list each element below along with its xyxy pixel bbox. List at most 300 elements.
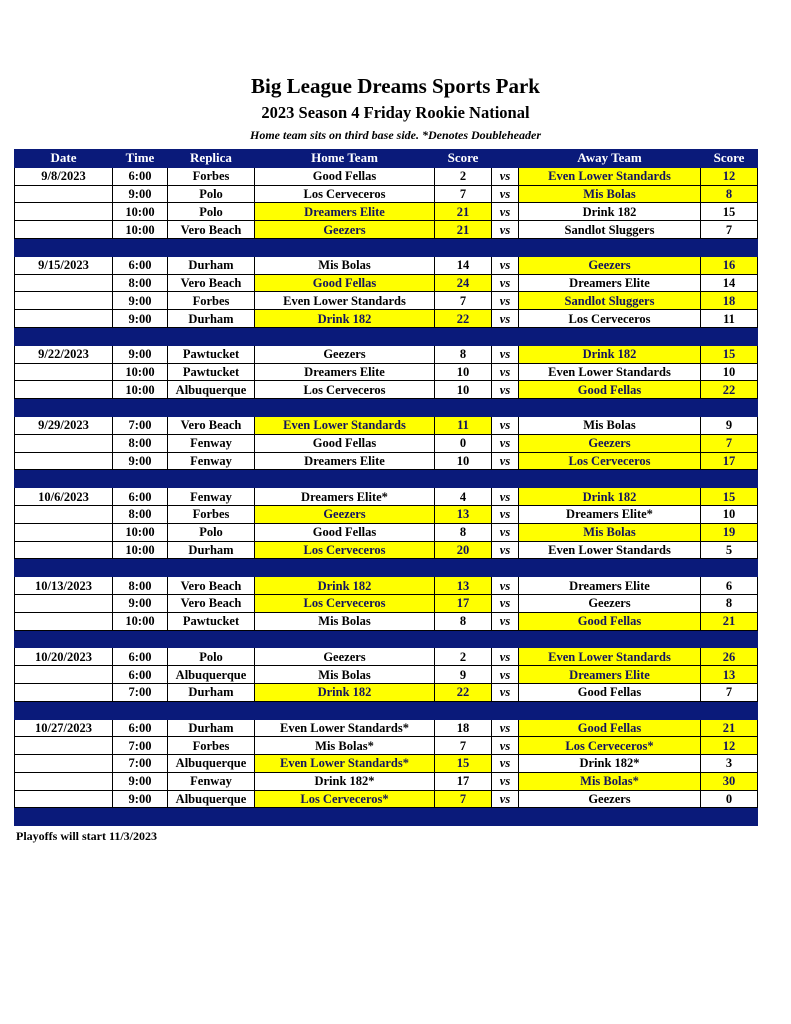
- away-score-cell: 8: [701, 594, 758, 612]
- separator-cell: [492, 238, 519, 256]
- home-team-cell: Drink 182: [255, 310, 435, 328]
- replica-cell: Polo: [168, 203, 255, 221]
- separator-cell: [113, 470, 168, 488]
- separator-cell: [255, 238, 435, 256]
- time-cell: 7:00: [113, 416, 168, 434]
- home-score-cell: 10: [435, 381, 492, 399]
- separator-cell: [435, 630, 492, 648]
- table-row: [15, 167, 758, 185]
- away-team-cell: Mis Bolas: [519, 523, 701, 541]
- replica-cell: Vero Beach: [168, 274, 255, 292]
- home-score-cell: 8: [435, 345, 492, 363]
- away-score-cell: 7: [701, 434, 758, 452]
- date-cell: [15, 434, 113, 452]
- separator-cell: [15, 470, 113, 488]
- date-cell: [15, 594, 113, 612]
- separator-cell: [15, 630, 113, 648]
- week-separator-row: [15, 399, 758, 417]
- separator-cell: [701, 470, 758, 488]
- home-score-cell: 10: [435, 452, 492, 470]
- away-team-cell: Geezers: [519, 434, 701, 452]
- table-row: [15, 363, 758, 381]
- table-row: [15, 221, 758, 239]
- separator-cell: [15, 559, 113, 577]
- date-cell: [15, 612, 113, 630]
- vs-cell: vs: [492, 203, 519, 221]
- separator-cell: [519, 701, 701, 719]
- away-score-cell: 26: [701, 648, 758, 666]
- schedule-table: [14, 149, 758, 826]
- away-team-cell: Los Cerveceros*: [519, 737, 701, 755]
- time-cell: 10:00: [113, 203, 168, 221]
- replica-cell: Durham: [168, 541, 255, 559]
- header-away-team: Away Team: [519, 150, 701, 168]
- separator-cell: [255, 559, 435, 577]
- date-cell: [15, 683, 113, 701]
- date-cell: [15, 185, 113, 203]
- time-cell: 9:00: [113, 452, 168, 470]
- home-team-cell: Good Fellas: [255, 523, 435, 541]
- home-team-cell: Good Fellas: [255, 274, 435, 292]
- table-row: [15, 719, 758, 737]
- date-cell: [15, 452, 113, 470]
- replica-cell: Forbes: [168, 505, 255, 523]
- separator-cell: [519, 327, 701, 345]
- replica-cell: Durham: [168, 683, 255, 701]
- separator-cell: [113, 701, 168, 719]
- away-score-cell: 5: [701, 541, 758, 559]
- date-cell: [15, 292, 113, 310]
- home-team-cell: Mis Bolas: [255, 256, 435, 274]
- home-team-cell: Drink 182*: [255, 772, 435, 790]
- header-date: Date: [15, 150, 113, 168]
- week-separator-row: [15, 559, 758, 577]
- away-score-cell: 22: [701, 381, 758, 399]
- away-team-cell: Drink 182: [519, 488, 701, 506]
- home-team-cell: Los Cerveceros: [255, 381, 435, 399]
- home-team-cell: Even Lower Standards: [255, 416, 435, 434]
- home-team-cell: Los Cerveceros*: [255, 790, 435, 808]
- away-score-cell: 3: [701, 755, 758, 773]
- home-team-cell: Los Cerveceros: [255, 185, 435, 203]
- home-team-cell: Mis Bolas*: [255, 737, 435, 755]
- away-team-cell: Geezers: [519, 790, 701, 808]
- time-cell: 10:00: [113, 523, 168, 541]
- vs-cell: vs: [492, 683, 519, 701]
- home-score-cell: 2: [435, 167, 492, 185]
- away-team-cell: Mis Bolas*: [519, 772, 701, 790]
- separator-cell: [435, 808, 492, 826]
- separator-cell: [435, 238, 492, 256]
- separator-cell: [701, 399, 758, 417]
- home-team-cell: Dreamers Elite: [255, 452, 435, 470]
- table-row: [15, 523, 758, 541]
- vs-cell: vs: [492, 755, 519, 773]
- separator-cell: [519, 559, 701, 577]
- table-row: [15, 452, 758, 470]
- home-score-cell: 9: [435, 666, 492, 684]
- time-cell: 10:00: [113, 612, 168, 630]
- date-cell: 10/20/2023: [15, 648, 113, 666]
- replica-cell: Fenway: [168, 772, 255, 790]
- away-team-cell: Even Lower Standards: [519, 363, 701, 381]
- date-cell: 10/13/2023: [15, 577, 113, 595]
- date-cell: [15, 790, 113, 808]
- separator-cell: [15, 238, 113, 256]
- away-score-cell: 30: [701, 772, 758, 790]
- replica-cell: Pawtucket: [168, 363, 255, 381]
- home-team-cell: Even Lower Standards*: [255, 719, 435, 737]
- table-row: [15, 292, 758, 310]
- separator-cell: [435, 470, 492, 488]
- table-row: [15, 505, 758, 523]
- home-score-cell: 14: [435, 256, 492, 274]
- separator-cell: [15, 701, 113, 719]
- replica-cell: Forbes: [168, 292, 255, 310]
- away-team-cell: Even Lower Standards: [519, 648, 701, 666]
- away-team-cell: Sandlot Sluggers: [519, 292, 701, 310]
- vs-cell: vs: [492, 719, 519, 737]
- separator-cell: [701, 630, 758, 648]
- header-home-score: Score: [435, 150, 492, 168]
- time-cell: 9:00: [113, 345, 168, 363]
- separator-cell: [168, 630, 255, 648]
- away-team-cell: Dreamers Elite: [519, 577, 701, 595]
- vs-cell: vs: [492, 488, 519, 506]
- time-cell: 9:00: [113, 594, 168, 612]
- vs-cell: vs: [492, 523, 519, 541]
- separator-cell: [168, 470, 255, 488]
- header-home-team: Home Team: [255, 150, 435, 168]
- vs-cell: vs: [492, 772, 519, 790]
- separator-cell: [492, 701, 519, 719]
- separator-cell: [113, 808, 168, 826]
- home-score-cell: 21: [435, 221, 492, 239]
- replica-cell: Vero Beach: [168, 221, 255, 239]
- vs-cell: vs: [492, 666, 519, 684]
- time-cell: 8:00: [113, 577, 168, 595]
- table-row: [15, 737, 758, 755]
- vs-cell: vs: [492, 363, 519, 381]
- vs-cell: vs: [492, 505, 519, 523]
- time-cell: 6:00: [113, 666, 168, 684]
- table-row: [15, 310, 758, 328]
- home-team-cell: Los Cerveceros: [255, 594, 435, 612]
- away-score-cell: 15: [701, 488, 758, 506]
- date-cell: [15, 755, 113, 773]
- away-team-cell: Mis Bolas: [519, 416, 701, 434]
- separator-cell: [113, 559, 168, 577]
- table-row: [15, 612, 758, 630]
- away-score-cell: 15: [701, 203, 758, 221]
- away-score-cell: 14: [701, 274, 758, 292]
- time-cell: 8:00: [113, 434, 168, 452]
- away-team-cell: Good Fellas: [519, 683, 701, 701]
- separator-cell: [435, 559, 492, 577]
- home-score-cell: 22: [435, 683, 492, 701]
- home-score-cell: 8: [435, 612, 492, 630]
- table-row: [15, 416, 758, 434]
- table-row: [15, 434, 758, 452]
- away-score-cell: 11: [701, 310, 758, 328]
- separator-cell: [255, 630, 435, 648]
- vs-cell: vs: [492, 612, 519, 630]
- replica-cell: Albuquerque: [168, 755, 255, 773]
- time-cell: 6:00: [113, 488, 168, 506]
- vs-cell: vs: [492, 790, 519, 808]
- vs-cell: vs: [492, 310, 519, 328]
- away-score-cell: 0: [701, 790, 758, 808]
- separator-cell: [435, 399, 492, 417]
- replica-cell: Polo: [168, 523, 255, 541]
- home-team-cell: Even Lower Standards: [255, 292, 435, 310]
- away-score-cell: 9: [701, 416, 758, 434]
- separator-cell: [15, 399, 113, 417]
- separator-cell: [519, 238, 701, 256]
- away-score-cell: 15: [701, 345, 758, 363]
- table-row: [15, 274, 758, 292]
- away-score-cell: 16: [701, 256, 758, 274]
- away-team-cell: Even Lower Standards: [519, 541, 701, 559]
- replica-cell: Vero Beach: [168, 416, 255, 434]
- date-cell: [15, 505, 113, 523]
- table-row: [15, 541, 758, 559]
- separator-cell: [492, 808, 519, 826]
- table-row: [15, 594, 758, 612]
- date-cell: [15, 310, 113, 328]
- separator-cell: [435, 327, 492, 345]
- replica-cell: Fenway: [168, 488, 255, 506]
- replica-cell: Durham: [168, 310, 255, 328]
- separator-cell: [701, 701, 758, 719]
- home-team-cell: Mis Bolas: [255, 666, 435, 684]
- table-header-row: [15, 150, 758, 168]
- away-score-cell: 8: [701, 185, 758, 203]
- away-team-cell: Even Lower Standards: [519, 167, 701, 185]
- away-team-cell: Geezers: [519, 256, 701, 274]
- home-team-cell: Even Lower Standards*: [255, 755, 435, 773]
- date-cell: [15, 274, 113, 292]
- time-cell: 10:00: [113, 221, 168, 239]
- away-team-cell: Dreamers Elite: [519, 274, 701, 292]
- separator-cell: [168, 238, 255, 256]
- page-subtitle: 2023 Season 4 Friday Rookie National: [261, 103, 530, 122]
- separator-cell: [168, 808, 255, 826]
- separator-cell: [168, 399, 255, 417]
- time-cell: 7:00: [113, 755, 168, 773]
- separator-cell: [492, 559, 519, 577]
- header-replica: Replica: [168, 150, 255, 168]
- separator-cell: [435, 701, 492, 719]
- date-cell: [15, 203, 113, 221]
- separator-cell: [113, 630, 168, 648]
- separator-cell: [492, 470, 519, 488]
- replica-cell: Pawtucket: [168, 612, 255, 630]
- home-score-cell: 10: [435, 363, 492, 381]
- separator-cell: [519, 630, 701, 648]
- time-cell: 8:00: [113, 505, 168, 523]
- away-score-cell: 7: [701, 221, 758, 239]
- separator-cell: [255, 399, 435, 417]
- away-team-cell: Drink 182*: [519, 755, 701, 773]
- week-separator-row: [15, 470, 758, 488]
- vs-cell: vs: [492, 256, 519, 274]
- date-cell: 9/29/2023: [15, 416, 113, 434]
- separator-cell: [255, 701, 435, 719]
- vs-cell: vs: [492, 577, 519, 595]
- header-time: Time: [113, 150, 168, 168]
- table-row: [15, 185, 758, 203]
- away-team-cell: Dreamers Elite*: [519, 505, 701, 523]
- separator-cell: [15, 808, 113, 826]
- time-cell: 6:00: [113, 167, 168, 185]
- date-cell: 9/22/2023: [15, 345, 113, 363]
- date-cell: 9/15/2023: [15, 256, 113, 274]
- replica-cell: Polo: [168, 648, 255, 666]
- vs-cell: vs: [492, 292, 519, 310]
- time-cell: 9:00: [113, 790, 168, 808]
- away-team-cell: Drink 182: [519, 203, 701, 221]
- replica-cell: Vero Beach: [168, 594, 255, 612]
- home-score-cell: 0: [435, 434, 492, 452]
- replica-cell: Fenway: [168, 452, 255, 470]
- separator-cell: [519, 399, 701, 417]
- home-score-cell: 11: [435, 416, 492, 434]
- table-row: [15, 755, 758, 773]
- home-score-cell: 17: [435, 772, 492, 790]
- table-row: [15, 203, 758, 221]
- home-score-cell: 13: [435, 505, 492, 523]
- separator-cell: [701, 238, 758, 256]
- date-cell: 10/27/2023: [15, 719, 113, 737]
- home-team-cell: Geezers: [255, 221, 435, 239]
- home-score-cell: 20: [435, 541, 492, 559]
- away-team-cell: Los Cerveceros: [519, 452, 701, 470]
- home-team-cell: Drink 182: [255, 683, 435, 701]
- away-score-cell: 18: [701, 292, 758, 310]
- home-score-cell: 4: [435, 488, 492, 506]
- separator-cell: [492, 327, 519, 345]
- away-team-cell: Good Fellas: [519, 381, 701, 399]
- away-score-cell: 17: [701, 452, 758, 470]
- replica-cell: Albuquerque: [168, 790, 255, 808]
- vs-cell: vs: [492, 434, 519, 452]
- home-score-cell: 21: [435, 203, 492, 221]
- vs-cell: vs: [492, 737, 519, 755]
- time-cell: 9:00: [113, 772, 168, 790]
- vs-cell: vs: [492, 274, 519, 292]
- home-score-cell: 7: [435, 185, 492, 203]
- vs-cell: vs: [492, 185, 519, 203]
- replica-cell: Durham: [168, 719, 255, 737]
- separator-cell: [168, 327, 255, 345]
- week-separator-row: [15, 327, 758, 345]
- date-cell: [15, 737, 113, 755]
- vs-cell: vs: [492, 452, 519, 470]
- separator-cell: [701, 327, 758, 345]
- vs-cell: vs: [492, 594, 519, 612]
- home-score-cell: 7: [435, 790, 492, 808]
- table-row: [15, 577, 758, 595]
- time-cell: 9:00: [113, 310, 168, 328]
- home-team-cell: Dreamers Elite: [255, 363, 435, 381]
- home-score-cell: 8: [435, 523, 492, 541]
- home-score-cell: 7: [435, 737, 492, 755]
- home-team-cell: Mis Bolas: [255, 612, 435, 630]
- playoffs-note: Playoffs will start 11/3/2023: [16, 829, 157, 843]
- home-score-cell: 7: [435, 292, 492, 310]
- away-score-cell: 7: [701, 683, 758, 701]
- time-cell: 6:00: [113, 648, 168, 666]
- away-score-cell: 12: [701, 737, 758, 755]
- date-cell: [15, 221, 113, 239]
- week-separator-row: [15, 630, 758, 648]
- home-score-cell: 24: [435, 274, 492, 292]
- away-score-cell: 21: [701, 612, 758, 630]
- week-separator-row: [15, 701, 758, 719]
- vs-cell: vs: [492, 167, 519, 185]
- time-cell: 6:00: [113, 256, 168, 274]
- time-cell: 10:00: [113, 363, 168, 381]
- separator-cell: [701, 808, 758, 826]
- home-score-cell: 17: [435, 594, 492, 612]
- separator-cell: [255, 327, 435, 345]
- time-cell: 10:00: [113, 541, 168, 559]
- replica-cell: Pawtucket: [168, 345, 255, 363]
- date-cell: [15, 381, 113, 399]
- time-cell: 9:00: [113, 292, 168, 310]
- replica-cell: Polo: [168, 185, 255, 203]
- away-score-cell: 10: [701, 505, 758, 523]
- replica-cell: Forbes: [168, 167, 255, 185]
- home-score-cell: 15: [435, 755, 492, 773]
- separator-cell: [15, 327, 113, 345]
- table-row: [15, 345, 758, 363]
- week-separator-row: [15, 238, 758, 256]
- vs-cell: vs: [492, 345, 519, 363]
- away-score-cell: 12: [701, 167, 758, 185]
- away-team-cell: Good Fellas: [519, 719, 701, 737]
- home-score-cell: 13: [435, 577, 492, 595]
- header-away-score: Score: [701, 150, 758, 168]
- vs-cell: vs: [492, 541, 519, 559]
- replica-cell: Vero Beach: [168, 577, 255, 595]
- time-cell: 10:00: [113, 381, 168, 399]
- page-title: Big League Dreams Sports Park: [251, 74, 540, 98]
- away-team-cell: Geezers: [519, 594, 701, 612]
- replica-cell: Durham: [168, 256, 255, 274]
- home-team-cell: Drink 182: [255, 577, 435, 595]
- vs-cell: vs: [492, 221, 519, 239]
- schedule-note: Home team sits on third base side. *Denotes Doubleheader: [250, 128, 541, 142]
- separator-cell: [519, 808, 701, 826]
- separator-cell: [168, 559, 255, 577]
- away-score-cell: 10: [701, 363, 758, 381]
- table-row: [15, 256, 758, 274]
- separator-cell: [492, 399, 519, 417]
- separator-cell: [519, 470, 701, 488]
- separator-cell: [255, 808, 435, 826]
- vs-cell: vs: [492, 648, 519, 666]
- header-vs: [492, 150, 519, 168]
- away-team-cell: Drink 182: [519, 345, 701, 363]
- date-cell: [15, 363, 113, 381]
- time-cell: 7:00: [113, 737, 168, 755]
- away-team-cell: Dreamers Elite: [519, 666, 701, 684]
- time-cell: 9:00: [113, 185, 168, 203]
- separator-cell: [113, 238, 168, 256]
- table-row: [15, 683, 758, 701]
